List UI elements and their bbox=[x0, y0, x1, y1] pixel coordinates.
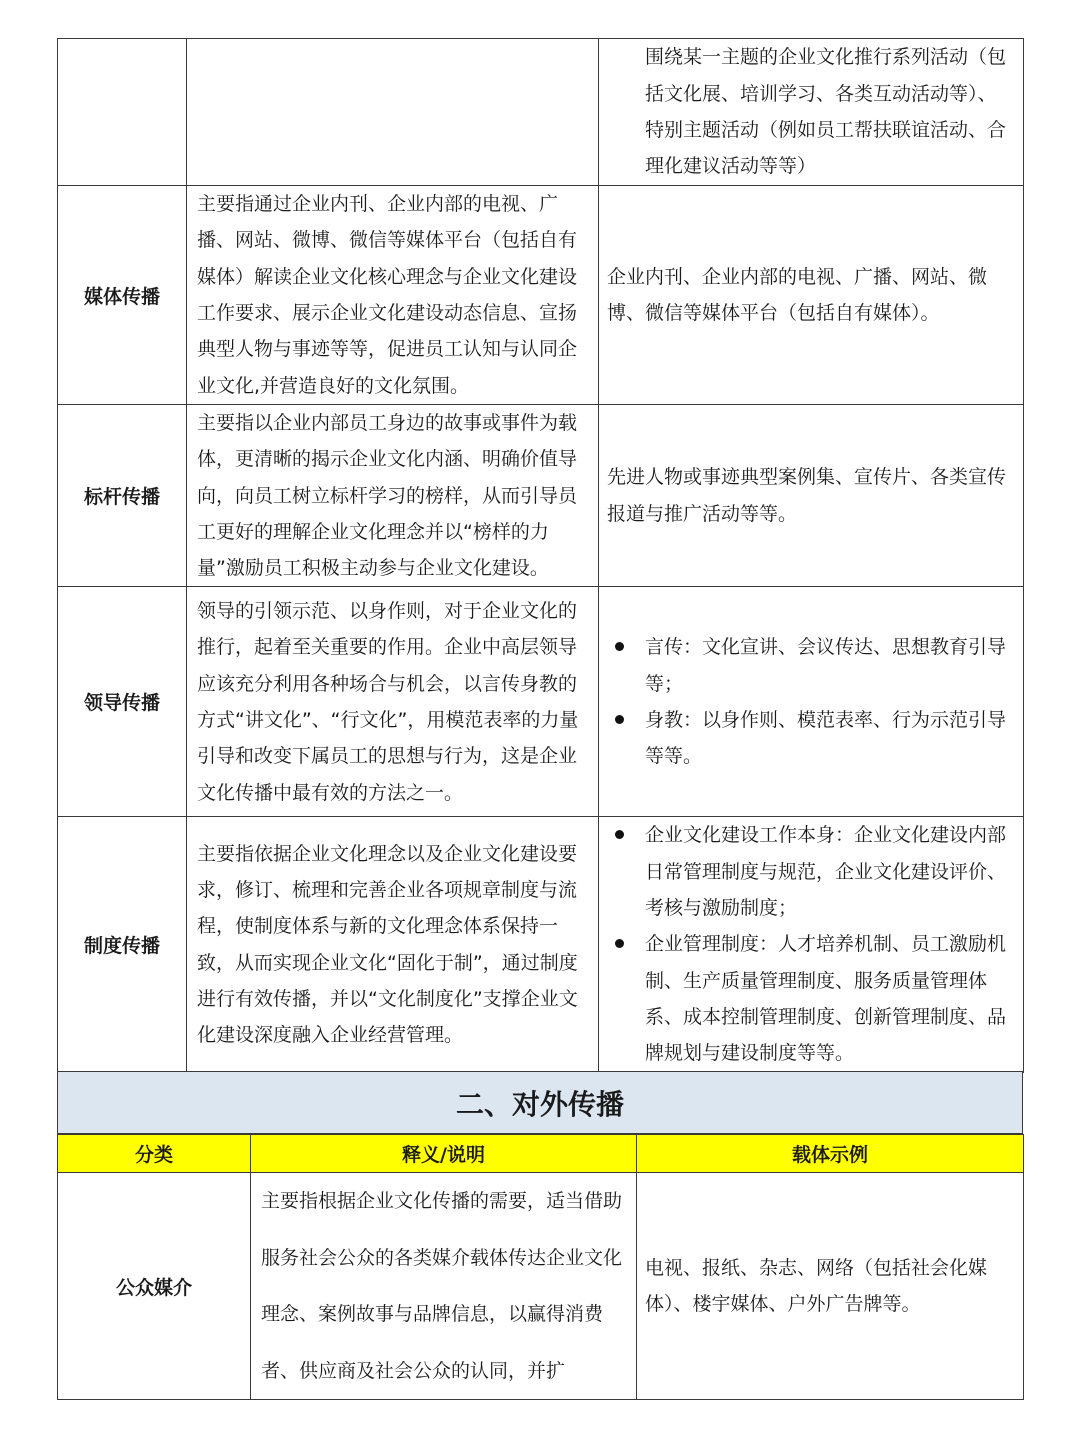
table-row bbox=[58, 186, 1024, 405]
header-carrier: 载体示例 bbox=[637, 1135, 1024, 1173]
description-cell: 主要指以企业内部员工身边的故事或事件为载体，更清晰的揭示企业文化内涵、明确价值导向，向员工树立标杆学习的榜样，从而引导员工更好的理解企业文化理念并以“榜样的力量”激励员工积极主动参与企业文化建设。 bbox=[187, 405, 599, 587]
internal-communication-table bbox=[57, 38, 1024, 1073]
list-item: 企业文化建设工作本身：企业文化建设内部日常管理制度与规范，企业文化建设评价、考核与激励制度； bbox=[607, 817, 1015, 926]
bullet-list bbox=[607, 817, 1015, 1071]
list-item: 身教：以身作则、模范表率、行为示范引导等等。 bbox=[607, 702, 1015, 775]
description-cell: 领导的引领示范、以身作则，对于企业文化的推行，起着至关重要的作用。企业中高层领导应该充分利用各种场合与机会，以言传身教的方式“讲文化”、“行文化”，用模范表率的力量引导和改变下属员工的思想与行为，这是企业文化传播中最有效的方法之一。 bbox=[187, 587, 599, 817]
section-title: 二、对外传播 bbox=[57, 1071, 1023, 1134]
carrier-cell bbox=[599, 587, 1024, 817]
external-communication-table bbox=[57, 1134, 1024, 1400]
category-cell: 领导传播 bbox=[58, 587, 187, 817]
header-category: 分类 bbox=[58, 1135, 251, 1173]
table-header-row bbox=[58, 1135, 1024, 1173]
category-cell: 标杆传播 bbox=[58, 405, 187, 587]
list-item: 企业管理制度：人才培养机制、员工激励机制、生产质量管理制度、服务质量管理体系、成本控制管理制度、创新管理制度、品牌规划与建设制度等等。 bbox=[607, 926, 1015, 1071]
table-row bbox=[58, 817, 1024, 1072]
description-cell: 主要指依据企业文化理念以及企业文化建设要求，修订、梳理和完善企业各项规章制度与流程，使制度体系与新的文化理念体系保持一致，从而实现企业文化“固化于制”，通过制度进行有效传播，并以“文化制度化”支撑企业文化建设深度融入企业经营管理。 bbox=[187, 817, 599, 1072]
bullet-list bbox=[607, 629, 1015, 774]
list-item: 言传：文化宣讲、会议传达、思想教育引导等； bbox=[607, 629, 1015, 702]
category-cell bbox=[58, 39, 187, 186]
description-cell: 主要指通过企业内刊、企业内部的电视、广播、网站、微博、微信等媒体平台（包括自有媒体）解读企业文化核心理念与企业文化建设工作要求、展示企业文化建设动态信息、宣扬典型人物与事迹等等，促进员工认知与认同企业文化,并营造良好的文化氛围。 bbox=[187, 186, 599, 405]
category-cell: 公众媒介 bbox=[58, 1173, 251, 1400]
carrier-cell bbox=[599, 817, 1024, 1072]
carrier-cell: 企业内刊、企业内部的电视、广播、网站、微博、微信等媒体平台（包括自有媒体）。 bbox=[599, 186, 1024, 405]
table-row bbox=[58, 1173, 1024, 1400]
description-cell: 主要指根据企业文化传播的需要，适当借助服务社会公众的各类媒介载体传达企业文化理念、案例故事与品牌信息，以赢得消费者、供应商及社会公众的认同，并扩 bbox=[251, 1173, 637, 1400]
table-row bbox=[58, 587, 1024, 817]
category-cell: 制度传播 bbox=[58, 817, 187, 1072]
table-row bbox=[58, 405, 1024, 587]
table-row bbox=[58, 39, 1024, 186]
carrier-cell: 围绕某一主题的企业文化推行系列活动（包括文化展、培训学习、各类互动活动等）、特别主题活动（例如员工帮扶联谊活动、合理化建议活动等等） bbox=[599, 39, 1024, 186]
header-description: 释义/说明 bbox=[251, 1135, 637, 1173]
carrier-cell: 电视、报纸、杂志、网络（包括社会化媒体）、楼宇媒体、户外广告牌等。 bbox=[637, 1173, 1024, 1400]
carrier-cell: 先进人物或事迹典型案例集、宣传片、各类宣传报道与推广活动等等。 bbox=[599, 405, 1024, 587]
category-cell: 媒体传播 bbox=[58, 186, 187, 405]
description-cell bbox=[187, 39, 599, 186]
